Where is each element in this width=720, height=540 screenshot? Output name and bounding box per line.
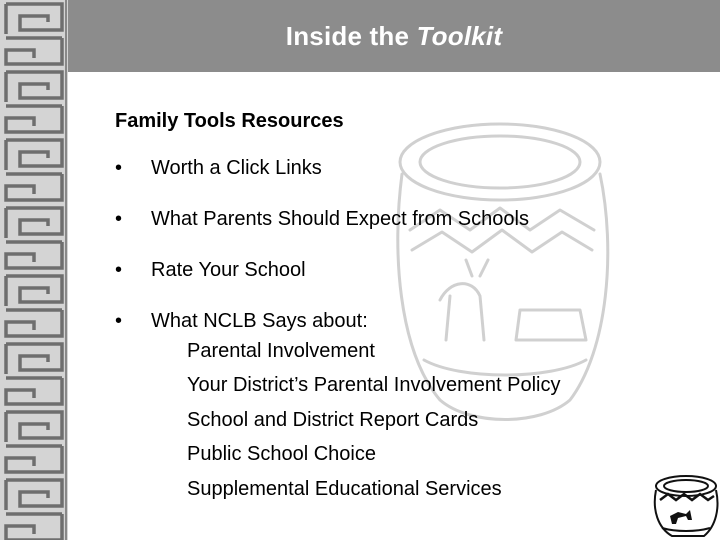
sub-list-item: School and District Report Cards [187,408,479,431]
sub-list-item: Your District’s Parental Involvement Policy [187,374,561,396]
resource-list [115,155,561,506]
list-item [115,155,561,181]
pottery-logo-icon [648,470,720,540]
title-emphasis: Toolkit [416,20,503,51]
bullet-icon: • [115,157,123,179]
list-item-text: Worth a Click Links [151,157,322,179]
meander-border [0,0,68,540]
sub-list-item: Supplemental Educational Services [187,477,502,500]
nclb-sub-list [115,334,561,507]
bullet-icon: • [115,208,123,230]
bullet-icon: • [115,310,123,332]
list-item-text: Rate Your School [151,259,306,281]
list-item [115,308,561,506]
list-item-text: What Parents Should Expect from Schools [151,208,529,230]
slide-title [286,21,502,52]
list-item [115,206,561,232]
sub-list-item: Public School Choice [187,443,376,465]
list-item-text: What NCLB Says about: [151,310,368,332]
title-bar [68,0,720,72]
sub-list-item: Parental Involvement [187,339,375,362]
greek-key-pattern [0,0,68,540]
title-main: Inside the [285,20,417,51]
section-heading: Family Tools Resources [115,110,344,132]
list-item [115,257,561,283]
bullet-icon: • [115,259,123,281]
